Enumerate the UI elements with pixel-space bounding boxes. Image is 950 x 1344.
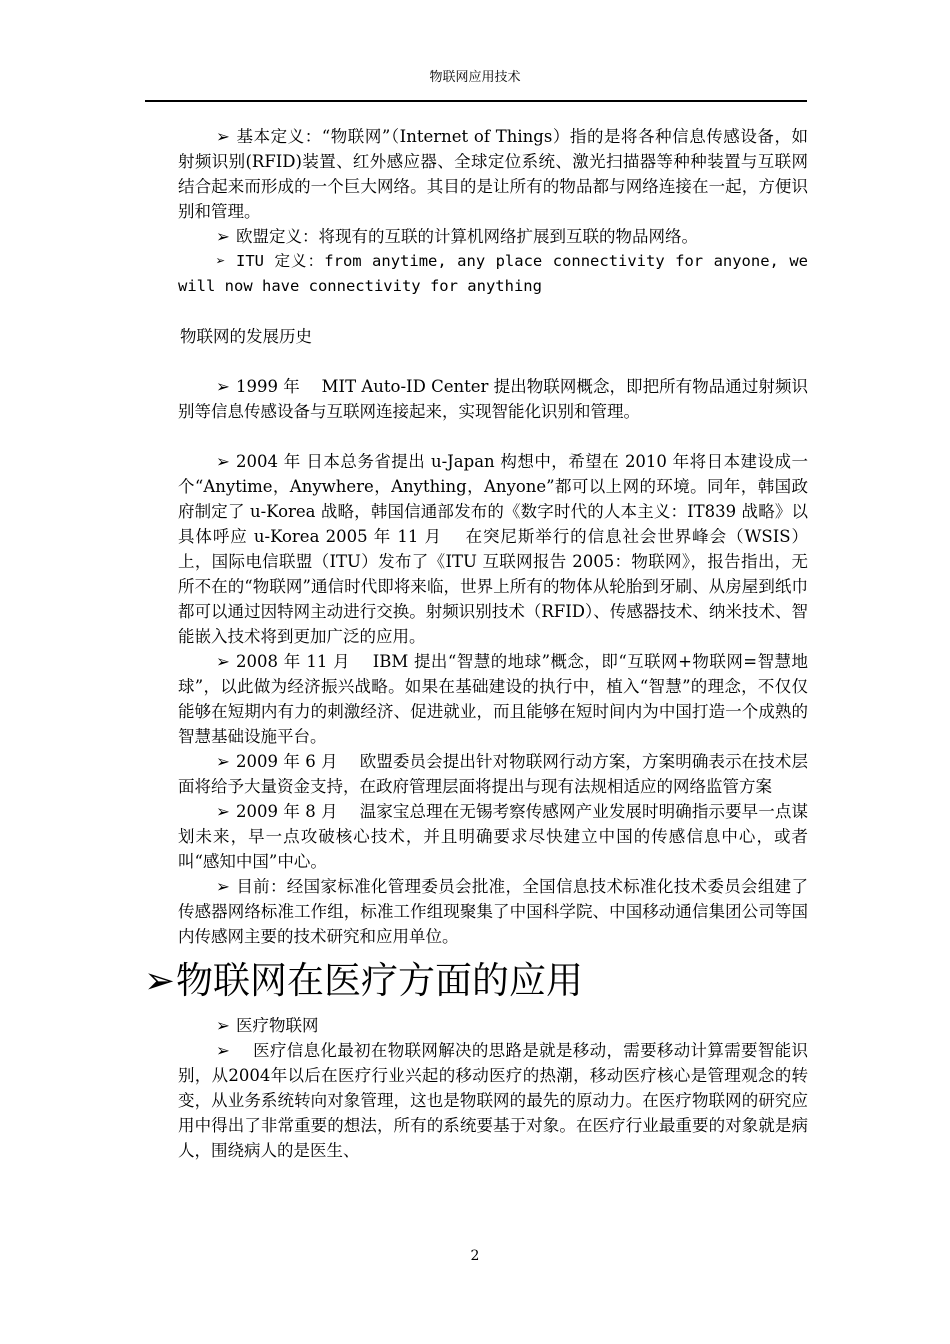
paragraph-basic-definition: ➢ 基本定义：“物联网”（Internet of Things）指的是将各种信息传感设备，如射频识别(RFID)装置、红外感应器、全球定位系统、激光扫描器等种种装置与互联网结合起来而形成的一个巨大网络。其目的是让所有的物品都与网络连接在一起，方便识别和管理。 [178,124,808,224]
bullet-arrow-icon: ➢ [216,877,230,896]
history-heading: 物联网的发展历史 [180,327,312,346]
header-rule [145,100,807,102]
paragraph-2008: ➢ 2008 年 11 月 IBM 提出“智慧的地球”概念，即“互联网+物联网=智慧地球”，以此做为经济振兴战略。如果在基础建设的执行中，植入“智慧”的理念，不仅仅能够在短期内有力的刺激经济、促进就业，而且能够在短时间内为中国打造一个成熟的智慧基础设施平台。 [178,649,808,749]
paragraph-medical-iot: ➢ 医疗物联网 [178,1013,808,1038]
bullet-arrow-icon: ➢ [216,802,230,821]
bullet-arrow-icon: ➢ [216,377,230,396]
paragraph-medical-informatization: ➢ 医疗信息化最初在物联网解决的思路是就是移动，需要移动计算需要智能识别，从2004年以后在医疗行业兴起的移动医疗的热潮，移动医疗核心是管理观念的转变，从业务系统转向对象管理，这也是物联网的最先的原动力。在医疗物联网的研究应用中得出了非常重要的想法，所有的系统要基于对象。在医疗行业最重要的对象就是病人，围绕病人的是医生、 [178,1038,808,1163]
bullet-arrow-icon: ➢ [216,752,230,771]
page-number: 2 [470,1248,480,1264]
paragraph-2009-june: ➢ 2009 年 6 月 欧盟委员会提出针对物联网行动方案，方案明确表示在技术层面将给予大量资金支持，在政府管理层面将提出与现有法规相适应的网络监管方案 [178,749,808,799]
paragraph-eu-definition: ➢ 欧盟定义：将现有的互联的计算机网络扩展到互联的物品网络。 [178,224,808,249]
bullet-arrow-icon: ➢ [216,1016,230,1035]
bullet-arrow-icon: ➢ [216,252,226,270]
section-heading-medical: ➢物联网在医疗方面的应用 [144,957,808,1005]
bullet-arrow-icon: ➢ [216,652,230,671]
bullet-arrow-icon: ➢ [216,452,230,471]
bullet-arrow-icon: ➢ [144,959,176,1002]
paragraph-current: ➢ 目前：经国家标准化管理委员会批准，全国信息技术标准化技术委员会组建了传感器网络标准工作组，标准工作组现聚集了中国科学院、中国移动通信集团公司等国内传感网主要的技术研究和应用单位。 [178,874,808,949]
bullet-arrow-icon: ➢ [216,1041,230,1060]
page-header: 物联网应用技术 [429,70,521,85]
bullet-arrow-icon: ➢ [216,227,230,246]
paragraph-2009-august: ➢ 2009 年 8 月 温家宝总理在无锡考察传感网产业发展时明确指示要早一点谋划未来，早一点攻破核心技术，并且明确要求尽快建立中国的传感信息中心，或者叫“感知中国”中心。 [178,799,808,874]
bullet-arrow-icon: ➢ [216,127,230,146]
paragraph-2004: ➢ 2004 年 日本总务省提出 u-Japan 构想中，希望在 2010 年将日本建设成一个“Anytime，Anywhere，Anything，Anyone”都可以上网的环境。同年，韩国政府制定了 u-Korea 战略，韩国信通部发布的《数字时代的人本主义：IT839 战略》以具体呼应 u-Korea 2005 年 11 月 在突尼斯举行的信息社会世界峰会（WSIS）上，国际电信联盟（ITU）发布了《ITU 互联网报告 2005：物联网》，报告指出，无所不在的“物联网”通信时代即将来临，世界上所有的物体从轮胎到牙刷、从房屋到纸巾都可以通过因特网主动进行交换。射频识别技术（RFID）、传感器技术、纳米技术、智能嵌入技术将到更加广泛的应用。 [178,449,808,649]
paragraph-1999: ➢ 1999 年 MIT Auto-ID Center 提出物联网概念，即把所有物品通过射频识别等信息传感设备与互联网连接起来，实现智能化识别和管理。 [178,374,808,424]
paragraph-itu-definition: ➢ ITU 定义：from anytime, any place connectivity for anyone, we will now have connectivity for anything [178,249,808,299]
document-body [144,124,808,1163]
